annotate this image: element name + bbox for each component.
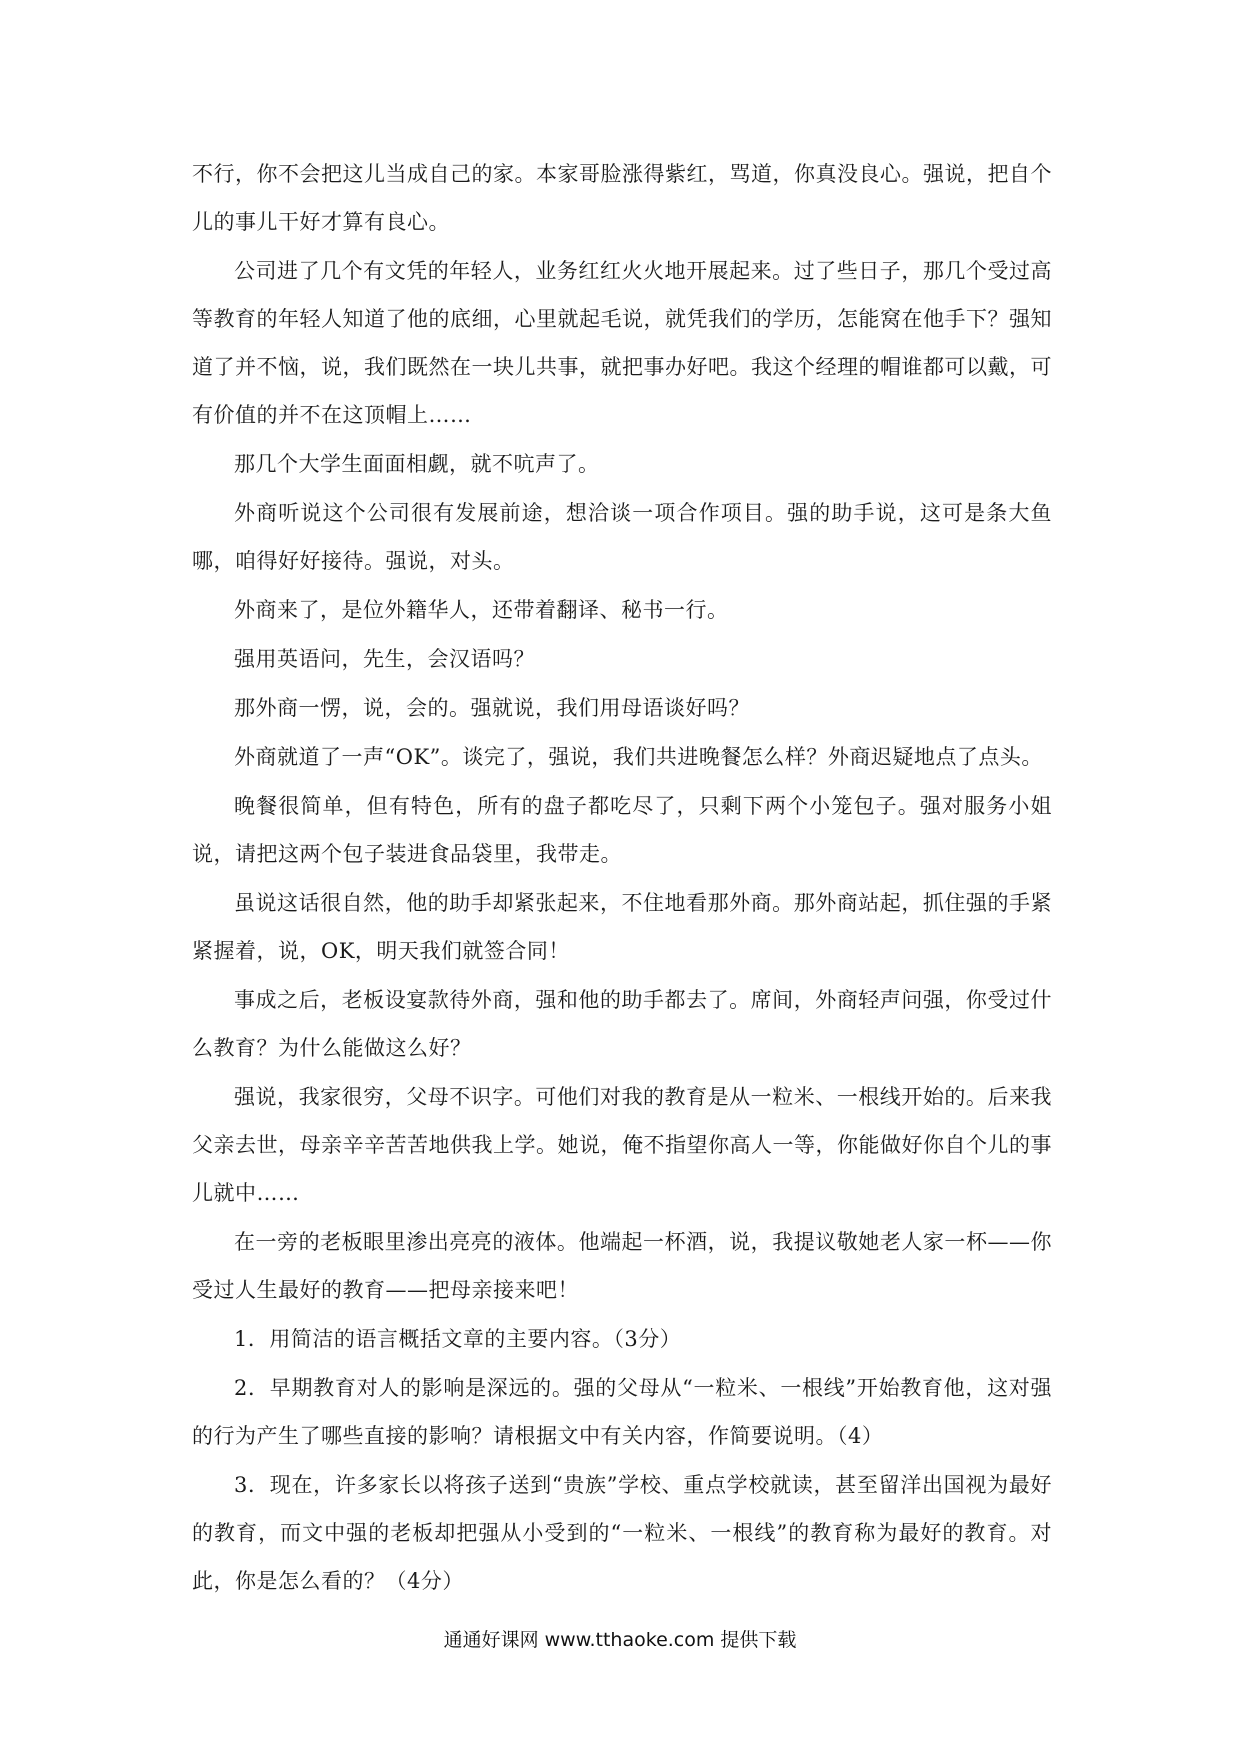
- paragraph-7: 那外商一愣，说，会的。强就说，我们用母语谈好吗？: [234, 696, 750, 720]
- question-1: 1．用简洁的语言概括文章的主要内容。（3分）: [234, 1327, 682, 1351]
- question-3: 3．现在，许多家长以将孩子送到“贵族”学校、重点学校就读，甚至留洋出国视为最好的教育，而文中强的老板却把强从小受到的“一粒米、一根线”的教育称为最好的教育。对此，你是怎么看的？（4分）: [192, 1473, 1052, 1593]
- paragraph-5: 外商来了，是位外籍华人，还带着翻译、秘书一行。: [234, 598, 729, 622]
- paragraph-9: 晚餐很简单，但有特色，所有的盘子都吃尽了，只剩下两个小笼包子。强对服务小姐说，请把这两个包子装进食品袋里，我带走。: [192, 794, 1052, 866]
- document-body: [192, 150, 1052, 1606]
- paragraph-8: 外商就道了一声“OK”。谈完了，强说，我们共进晚餐怎么样？外商迟疑地点了点头。: [234, 745, 1043, 769]
- paragraph-10: 虽说这话很自然，他的助手却紧张起来，不住地看那外商。那外商站起，抓住强的手紧紧握着，说，OK，明天我们就签合同！: [192, 891, 1052, 963]
- paragraph-2: 公司进了几个有文凭的年轻人，业务红红火火地开展起来。过了些日子，那几个受过高等教育的年轻人知道了他的底细，心里就起毛说，就凭我们的学历，怎能窝在他手下？强知道了并不恼，说，我们既然在一块儿共事，就把事办好吧。我这个经理的帽谁都可以戴，可有价值的并不在这顶帽上……: [192, 259, 1052, 427]
- paragraph-11: 事成之后，老板设宴款待外商，强和他的助手都去了。席间，外商轻声问强，你受过什么教育？为什么能做这么好？: [192, 988, 1052, 1060]
- paragraph-13: 在一旁的老板眼里渗出亮亮的液体。他端起一杯酒，说，我提议敬她老人家一杯——你受过人生最好的教育——把母亲接来吧！: [192, 1230, 1052, 1302]
- paragraph-12: 强说，我家很穷，父母不识字。可他们对我的教育是从一粒米、一根线开始的。后来我父亲去世，母亲辛辛苦苦地供我上学。她说，俺不指望你高人一等，你能做好你自个儿的事儿就中……: [192, 1085, 1052, 1205]
- paragraph-6: 强用英语问，先生，会汉语吗？: [234, 647, 535, 671]
- page-footer: 通通好课网 www.tthaoke.com 提供下载: [443, 1629, 797, 1651]
- paragraph-3: 那几个大学生面面相觑，就不吭声了。: [234, 452, 600, 476]
- paragraph-1: 不行，你不会把这儿当成自己的家。本家哥脸涨得紫红，骂道，你真没良心。强说，把自个儿的事儿干好才算有良心。: [192, 162, 1052, 234]
- question-2: 2．早期教育对人的影响是深远的。强的父母从“一粒米、一根线”开始教育他，这对强的行为产生了哪些直接的影响？请根据文中有关内容，作简要说明。（4）: [192, 1376, 1052, 1448]
- paragraph-4: 外商听说这个公司很有发展前途，想洽谈一项合作项目。强的助手说，这可是条大鱼哪，咱得好好接待。强说，对头。: [192, 501, 1052, 573]
